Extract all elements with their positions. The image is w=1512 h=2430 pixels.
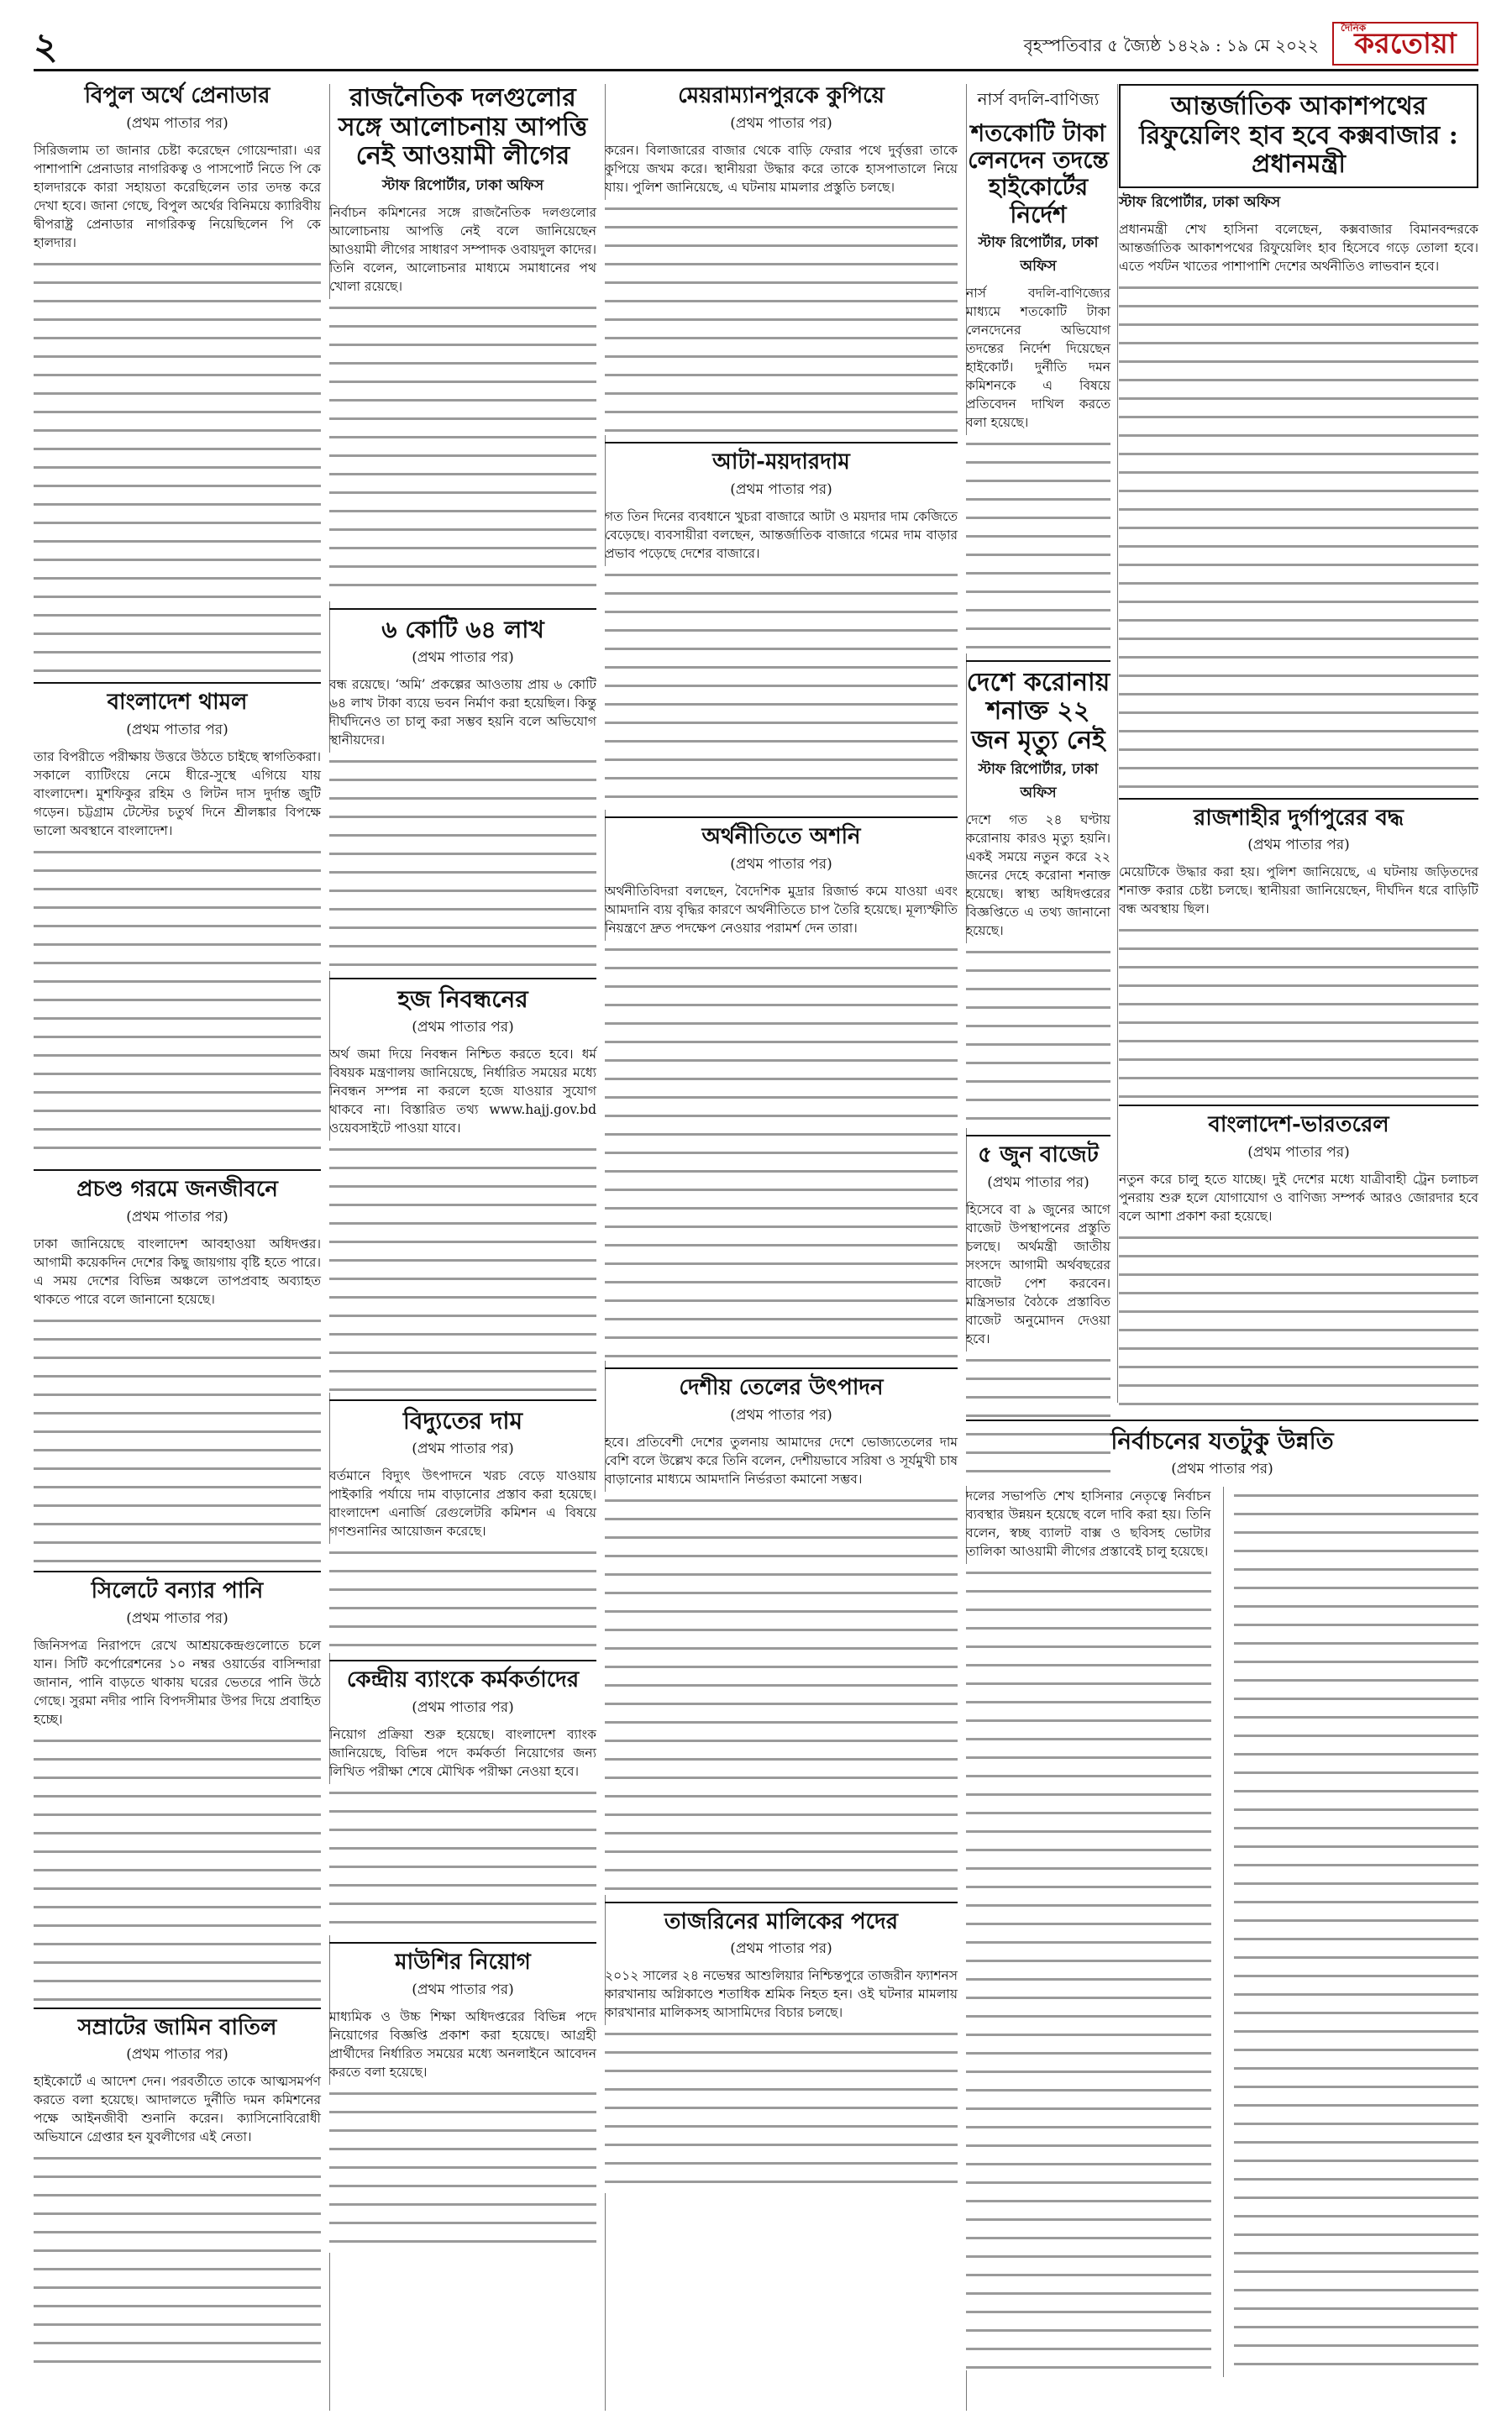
- article-grenada: [34, 84, 321, 675]
- article-body: নিয়োগ প্রক্রিয়া শুরু হয়েছে। বাংলাদেশ ব্যাংক জানিয়েছে, বিভিন্ন পদে কর্মকর্তা নিয়োগের জন্য লিখিত পরীক্ষা শেষে মৌখিক পরীক্ষা নেওয়া হবে।: [329, 1726, 596, 1779]
- article-maushi: [329, 1950, 596, 2253]
- article-rail: [1119, 1113, 1478, 1414]
- subhead: (প্রথম পাতার পর): [987, 1174, 1089, 1192]
- article-heat: [34, 1178, 321, 1564]
- article-body: করেন। বিলাজারের বাজার থেকে বাড়ি ফেরার পথে দুর্বৃত্তরা তাকে কুপিয়ে জখম করে। স্থানীয়রা উদ্ধার করে তাকে হাসপাতালে নিয়ে যায়। পুলিশ জানিয়েছে, এ ঘটনায় মামলার প্রস্তুতি চলছে।: [605, 142, 958, 195]
- article-electricity: [329, 1408, 596, 1653]
- headline: বাংলাদেশ থামল: [107, 689, 248, 715]
- headline: ৬ কোটি ৬৪ লাখ: [381, 615, 544, 643]
- article-body: সিরিজলাম তা জানার চেষ্টা করেছেন গোয়েন্দারা। এর পাশাপাশি প্রেনাডার নাগরিকত্ব ও পাসপোর্ট নিতে পি কে হালদারকে কারা সহায়তা করেছিলেন তার তদন্ত করে দেখা হবে। জানা গেছে, বিপুল অর্থের বিনিময়ে ক্যারিবীয় দ্বীপরাষ্ট্র প্রেনাডার নাগরিকত্ব নিয়েছিলেন পি কে হালদার।: [34, 142, 321, 250]
- article-flour: [605, 450, 958, 810]
- article-rajshahi: [1119, 806, 1478, 1099]
- text-block: [1119, 921, 1478, 1098]
- subhead: (প্রথম পাতার পর): [412, 1981, 514, 1998]
- subhead: (প্রথম পাতার পর): [126, 1208, 228, 1225]
- logo-small-text: দৈনিক: [1341, 22, 1367, 34]
- headline: শতকোটি টাকা লেনদেন তদন্তে হাইকোর্টের নির্দেশ: [968, 119, 1109, 228]
- headline: রাজনৈতিক দলগুলোর সঙ্গে আলোচনায় আপত্তি নেই আওয়ামী লীগের: [338, 83, 588, 171]
- headline: হজ নিবন্ধনের: [397, 984, 528, 1013]
- headline: মাউশির নিয়োগ: [395, 1949, 531, 1975]
- text-block: [329, 753, 596, 971]
- article-bangladesh: [34, 690, 321, 1163]
- article-awami-league: [329, 84, 596, 601]
- article-hajj: [329, 986, 596, 1393]
- subhead: (প্রথম পাতার পর): [730, 114, 832, 132]
- text-block: [34, 843, 321, 1163]
- headline: তাজরিনের মালিকের পদের: [664, 1908, 899, 1934]
- article-body: বর্তমানে বিদ্যুৎ উৎপাদনে খরচ বেড়ে যাওয়ায় পাইকারি পর্যায়ে দাম বাড়ানোর প্রস্তাব করা হয়েছে। বাংলাদেশ এনার্জি রেগুলেটরি কমিশন এ বিষয়ে গণশুনানির আয়োজন করেছে।: [329, 1468, 596, 1540]
- article-body: হবে। প্রতিবেশী দেশের তুলনায় আমাদের দেশে ভোজ্যতেলের দাম বেশি বলে উল্লেখ করে তিনি বলেন, দেশীয়ভাবে সরিষা ও সূর্যমুখী চাষ বাড়ানোর মাধ্যমে আমদানি নির্ভরতা কমানো সম্ভব।: [605, 1434, 958, 1487]
- article-body: অর্থনীতিবিদরা বলছেন, বৈদেশিক মুদ্রার রিজার্ভ কমে যাওয়া এবং আমদানি ব্যয় বৃদ্ধির কারণে অর্থনীতিতে চাপ তৈরি হয়েছে। মূল্যস্ফীতি নিয়ন্ত্রণে দ্রুত পদক্ষেপ নেওয়ার পরামর্শ দেন তারা।: [605, 883, 958, 936]
- text-block: [329, 1544, 596, 1653]
- text-block: [1234, 1487, 1479, 2377]
- subhead: (প্রথম পাতার পর): [126, 1609, 228, 1627]
- subhead: (প্রথম পাতার পর): [1247, 1144, 1350, 1162]
- kicker: নার্স বদলি-বাণিজ্য: [977, 89, 1100, 109]
- article-covid: [966, 669, 1110, 1129]
- text-block: [1119, 279, 1478, 791]
- byline: স্টাফ রিপোর্টার, ঢাকা অফিস: [978, 761, 1099, 802]
- article-body: নতুন করে চালু হতে যাচ্ছে। দুই দেশের মধ্যে যাত্রীবাহী ট্রেন চলাচল পুনরায় শুরু হলে যোগাযোগ ও বাণিজ্য সম্পর্ক আরও জোরদার হবে বলে আশা প্রকাশ করা হয়েছে।: [1119, 1172, 1478, 1225]
- article-body: গত তিন দিনের ব্যবধানে খুচরা বাজারে আটা ও ময়দার দাম কেজিতে বেড়েছে। ব্যবসায়ীরা বলছেন, আন্তর্জাতিক বাজারে গমের দাম বাড়ার প্রভাব পড়েছে দেশের বাজারে।: [605, 508, 958, 561]
- article-body: নির্বাচন কমিশনের সঙ্গে রাজনৈতিক দলগুলোর আলোচনায় আপত্তি নেই বলে জানিয়েছেন আওয়ামী লীগের সাধারণ সম্পাদক ওবায়দুল কাদের। তিনি বলেন, আলোচনার মাধ্যমে সমাধানের পথ খোলা রয়েছে।: [329, 204, 596, 294]
- text-block: [34, 255, 321, 675]
- text-block: [966, 943, 1110, 1128]
- article-economy: [605, 825, 958, 1361]
- article-body: দলের সভাপতি শেখ হাসিনার নেতৃত্বে নির্বাচন ব্যবস্থার উন্নয়ন হয়েছে বলে দাবি করা হয়। তিনি বলেন, স্বচ্ছ ব্যালট বাক্স ও ছবিসহ ভোটার তালিকা আওয়ামী লীগের প্রস্তাবেই চালু হয়েছে।: [966, 1488, 1211, 1560]
- article-stabbing: [605, 84, 958, 435]
- subhead: (প্রথম পাতার পর): [412, 1441, 514, 1458]
- subhead: (প্রথম পাতার পর): [412, 1698, 514, 1716]
- headline: সিলেটে বন্যার পানি: [91, 1577, 264, 1603]
- article-central-bank: [329, 1668, 596, 1935]
- article-body: নার্স বদলি-বাণিজ্যের মাধ্যমে শতকোটি টাকা লেনদেনের অভিযোগ তদন্তের নির্দেশ দিয়েছেন হাইকোর্ট। দুর্নীতি দমন কমিশনকে এ বিষয়ে প্রতিবেদন দাখিল করতে বলা হয়েছে।: [966, 285, 1110, 430]
- column-3: [605, 84, 967, 2411]
- headline: আটা-ময়দারদাম: [712, 449, 850, 475]
- subhead: (প্রথম পাতার পর): [730, 1406, 832, 1424]
- article-body: বন্ধ রয়েছে। ‘অমি’ প্রকল্পের আওতায় প্রায় ৬ কোটি ৬৪ লাখ টাকা ব্যয়ে ভবন নির্মাণ করা হয়েছিল। কিন্তু দীর্ঘদিনেও তা চালু করা সম্ভব হয়নি বলে অভিযোগ স্থানীয়দের।: [329, 676, 596, 748]
- masthead: [34, 18, 1478, 71]
- article-body: দেশে গত ২৪ ঘণ্টায় করোনায় কারও মৃত্যু হয়নি। একই সময়ে নতুন করে ২২ জনের দেহে করোনা শনাক্ত হয়েছে। স্বাস্থ্য অধিদপ্তরের বিজ্ঞপ্তিতে এ তথ্য জানানো হয়েছে।: [966, 812, 1110, 939]
- page-number: ২: [34, 25, 58, 68]
- headline: মেয়রাম্যানপুরকে কুপিয়ে: [678, 83, 885, 108]
- headline: সম্রাটের জামিন বাতিল: [77, 2014, 277, 2040]
- text-block: [329, 1784, 596, 1935]
- subhead: (প্রথম পাতার পর): [412, 648, 514, 666]
- headline: কেন্দ্রীয় ব্যাংকে কর্মকর্তাদের: [346, 1667, 580, 1693]
- column-1: [34, 84, 330, 2411]
- byline: স্টাফ রিপোর্টার, ঢাকা অফিস: [381, 176, 544, 194]
- headline: অর্থনীতিতে অশনি: [701, 823, 861, 849]
- text-block: [1119, 1229, 1478, 1414]
- headline: ৫ জুন বাজেট: [978, 1142, 1099, 1168]
- text-block: [34, 1732, 321, 2001]
- article-tazreen: [605, 1910, 958, 2194]
- article-body: ২০১২ সালের ২৪ নভেম্বর আশুলিয়ার নিশ্চিন্তপুরে তাজরীন ফ্যাশনস কারখানায় অগ্নিকাণ্ডে শতাধিক শ্রমিক নিহত হন। ওই ঘটনার মামলায় কারখানার মালিকসহ আসামিদের বিচার চলছে।: [605, 1968, 958, 2021]
- byline: স্টাফ রিপোর্টার, ঢাকা অফিস: [978, 234, 1099, 275]
- text-block: [605, 941, 958, 1361]
- article-cox-bazar: [1119, 84, 1478, 791]
- newspaper-logo: [1332, 22, 1478, 66]
- text-block: [329, 1141, 596, 1393]
- article-6-crore: [329, 617, 596, 971]
- article-body: তার বিপরীতে পরীক্ষায় উত্তরে উঠতে চাইছে স্বাগতিকরা। সকালে ব্যাটিংয়ে নেমে ধীরে-সুস্থে এগিয়ে যায় বাংলাদেশ। মুশফিকুর রহিম ও লিটন দাস দুর্দান্ত জুটি গড়েন। চট্টগ্রাম টেস্টের চতুর্থ দিনে শ্রীলঙ্কার বিপক্ষে ভালো অবস্থানে বাংলাদেশ।: [34, 748, 321, 838]
- headline: প্রচণ্ড গরমে জনজীবনে: [76, 1176, 278, 1202]
- headline-box: [1119, 84, 1478, 188]
- text-block: [605, 200, 958, 435]
- article-body: ঢাকা জানিয়েছে বাংলাদেশ আবহাওয়া অধিদপ্তর। আগামী কয়েকদিন দেশের কিছু জায়গায় বৃষ্টি হতে পারে। এ সময় দেশের বিভিন্ন অঞ্চলে তাপপ্রবাহ অব্যাহত থাকতে পারে বলে জানানো হয়েছে।: [34, 1236, 321, 1307]
- text-block: [329, 299, 596, 601]
- text-block: [605, 1492, 958, 1895]
- headline: আন্তর্জাতিক আকাশপথের রিফুয়েলিং হাব হবে কক্সবাজার : প্রধানমন্ত্রী: [1139, 92, 1458, 179]
- article-body: হাইকোর্টে এ আদেশ দেন। পরবর্তীতে তাকে আত্মসমর্পণ করতে বলা হয়েছে। আদালতে দুর্নীতি দমন কমিশনের পক্ষে আইনজীবী শুনানি করেন। ক্যাসিনোবিরোধী অভিযানে গ্রেপ্তার হন যুবলীগের এই নেতা।: [34, 2074, 321, 2145]
- subhead: (প্রথম পাতার পর): [126, 114, 228, 132]
- headline: বিপুল অর্থে প্রেনাডার: [84, 83, 270, 108]
- headline: বিদ্যুতের দাম: [402, 1406, 523, 1435]
- article-body: প্রধানমন্ত্রী শেখ হাসিনা বলেছেন, কক্সবাজার বিমানবন্দরকে আন্তর্জাতিক আকাশপথের রিফুয়েলিং হাব হিসেবে গড়ে তোলা হবে। এতে পর্যটন খাতের পাশাপাশি দেশের অর্থনীতিও লাভবান হবে।: [1119, 221, 1478, 274]
- text-block: [34, 2149, 321, 2368]
- article-body: অর্থ জমা দিয়ে নিবন্ধন নিশ্চিত করতে হবে। ধর্ম বিষয়ক মন্ত্রণালয় জানিয়েছে, নির্ধারিত সময়ের মধ্যে নিবন্ধন সম্পন্ন না করলে হজে যাওয়ার সুযোগ থাকবে না। বিস্তারিত তথ্য www.hajj.gov.bd ওয়েবসাইটে পাওয়া যাবে।: [329, 1046, 596, 1136]
- headline: দেশে করোনায় শনাক্ত ২২ জন মৃত্যু নেই: [966, 667, 1110, 755]
- subhead: (প্রথম পাতার পর): [730, 855, 832, 873]
- subhead: (প্রথম পাতার পর): [1171, 1461, 1273, 1478]
- column-4: [966, 84, 1118, 1403]
- article-nurse-transfer: [966, 87, 1110, 653]
- column-2: [329, 84, 606, 2411]
- article-body: জিনিসপত্র নিরাপদে রেখে আশ্রয়কেন্দ্রগুলোতে চলে যান। সিটি কর্পোরেশনের ১০ নম্বর ওয়ার্ডের বাসিন্দারা জানান, পানি বাড়তে থাকায় ঘরের ভেতরে পানি উঠে গেছে। সুরমা নদীর পানি বিপদসীমার উপর দিয়ে প্রবাহিত হচ্ছে।: [34, 1637, 321, 1727]
- logo-text: করতোয়া: [1354, 27, 1457, 60]
- subhead: (প্রথম পাতার পর): [126, 2046, 228, 2064]
- subhead: (প্রথম পাতার পর): [730, 1940, 832, 1958]
- text-block: [34, 1312, 321, 1564]
- column-5: [1119, 84, 1478, 1403]
- text-block: [605, 566, 958, 810]
- subhead: (প্রথম পাতার পর): [412, 1018, 514, 1036]
- text-block: [329, 2085, 596, 2253]
- dateline: বৃহস্পতিবার ৫ জ্যৈষ্ঠ ১৪২৯ : ১৯ মে ২০২২: [1023, 35, 1319, 55]
- article-oil: [605, 1376, 958, 1895]
- subhead: (প্রথম পাতার পর): [730, 480, 832, 498]
- article-sylhet: [34, 1579, 321, 2001]
- headline: দেশীয় তেলের উৎপাদন: [679, 1374, 884, 1400]
- article-election: [966, 1420, 1478, 2412]
- headline: রাজশাহীর দুর্গাপুরের বদ্ধ: [1193, 805, 1404, 831]
- article-body: মেয়েটিকে উদ্ধার করা হয়। পুলিশ জানিয়েছে, এ ঘটনায় জড়িতদের শনাক্ত করার চেষ্টা চলছে। স্থানীয়রা জানিয়েছেন, দীর্ঘদিন ধরে বাড়িটি বন্ধ অবস্থায় ছিল।: [1119, 864, 1478, 917]
- article-body: মাধ্যমিক ও উচ্চ শিক্ষা অধিদপ্তরের বিভিন্ন পদে নিয়োগের বিজ্ঞপ্তি প্রকাশ করা হয়েছে। আগ্রহী প্রার্থীদের নির্ধারিত সময়ের মধ্যে অনলাইনে আবেদন করতে বলা হয়েছে।: [329, 2008, 596, 2080]
- subhead: (প্রথম পাতার পর): [126, 721, 228, 738]
- article-body: হিসেবে বা ৯ জুনের আগে বাজেট উপস্থাপনের প্রস্তুতি চলছে। অর্থমন্ত্রী জাতীয় সংসদে আগামী অর্থবছরের বাজেট পেশ করবেন। মন্ত্রিসভার বৈঠকে প্রস্তাবিত বাজেট অনুমোদন দেওয়া হবে।: [966, 1202, 1110, 1347]
- text-block: [966, 1564, 1211, 2370]
- subhead: (প্রথম পাতার পর): [1247, 837, 1350, 854]
- article-samrat: [34, 2016, 321, 2369]
- headline: নির্বাচনের যতটুকু উন্নতি: [1110, 1427, 1334, 1455]
- byline: স্টাফ রিপোর্টার, ঢাকা অফিস: [1119, 193, 1281, 211]
- headline: বাংলাদেশ-ভারতরেল: [1208, 1112, 1389, 1138]
- text-block: [966, 435, 1110, 653]
- text-block: [605, 2025, 958, 2193]
